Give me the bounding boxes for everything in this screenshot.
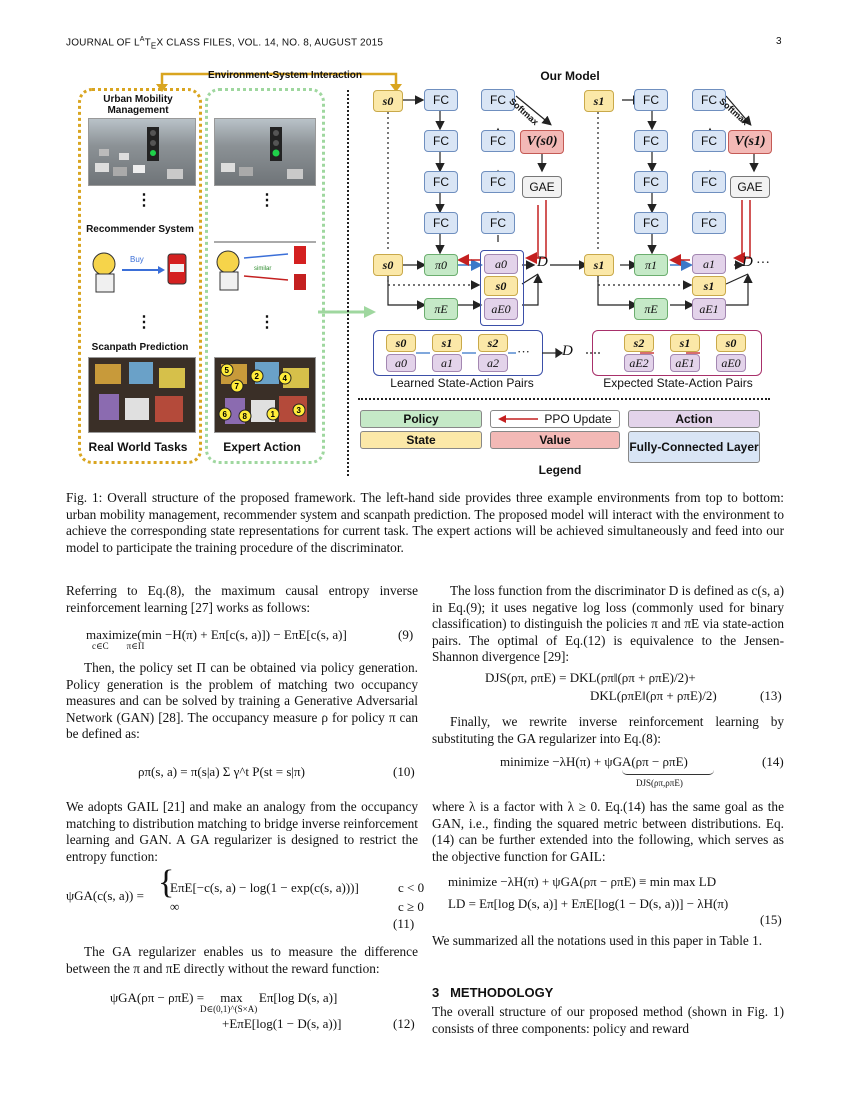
action-aE0: aE0	[484, 298, 518, 320]
our-model-title: Our Model	[540, 69, 600, 83]
legend-value: Value	[490, 431, 620, 449]
eq11-line1: EπE[−c(s, a) − log(1 − exp(c(s, a)))]	[170, 880, 359, 895]
eq11-brace: {	[158, 864, 175, 901]
gae-box: GAE	[730, 176, 770, 198]
discriminator-d1: D	[742, 254, 753, 270]
state-s0-top	[373, 90, 403, 112]
figure-1	[0, 0, 850, 480]
eq15-line2: LD = Eπ[log D(s, a)] + EπE[log(1 − D(s, a))] − λH(π)	[448, 896, 729, 911]
legend-ppo-text: PPO Update	[544, 412, 612, 426]
state-s1-pair: s1	[692, 276, 726, 296]
fc-layer: FC	[692, 212, 726, 234]
right-para-5: The overall structure of our proposed method (shown in Fig. 1) consists of three components: policy and reward	[432, 1004, 784, 1036]
legend-ppo	[490, 410, 620, 428]
svg-text:6: 6	[222, 410, 227, 419]
eq12-number: (12)	[393, 1016, 415, 1031]
left-para-2: Then, the policy set Π can be obtained via policy generation. Policy generation is the problem of matching two occupancy measures and can be solved by training a Generative Adversarial Network (GAN) [28]. The occupancy measure ρ for policy π can be defined as:	[66, 660, 418, 742]
urban-title: Urban Mobility Management	[103, 94, 173, 116]
policy-piE: πE	[634, 298, 668, 320]
legend-state: State	[360, 431, 482, 449]
pair-ellipsis: ···	[517, 344, 530, 359]
eq13-line1: DJS(ρπ, ρπE) = DKL(ρπ‖(ρπ + ρπE)/2)+	[485, 670, 696, 685]
scanpath-expert-photo	[214, 357, 316, 433]
policy-piE: πE	[424, 298, 458, 320]
gae-box: GAE	[522, 176, 562, 198]
traffic-photo-expert	[214, 118, 316, 186]
eq12-line1: ψGA(ρπ − ρπE) = max Eπ[log D(s, a)]	[110, 990, 338, 1005]
legend-title: Legend	[538, 463, 582, 477]
fc-layer: FC	[424, 89, 458, 111]
state-s1: s1	[584, 254, 614, 276]
pair-s1-expert: s1	[670, 334, 700, 352]
state-s0: s0	[373, 254, 403, 276]
state-s1-top: s1	[584, 90, 614, 112]
eq15-line1: minimize −λH(π) + ψGA(ρπ − ρπE) ≡ min max LD	[448, 874, 717, 889]
pair-s2-expert: s2	[624, 334, 654, 352]
pair-s2: s2	[478, 334, 508, 352]
legend-fc: Fully-Connected Layer	[628, 431, 760, 463]
policy-pi1: π1	[634, 254, 668, 276]
eq11-lhs: ψGA(c(s, a)) =	[66, 888, 144, 903]
eq11-cond2: c ≥ 0	[398, 899, 424, 914]
recommender-title: Recommender System	[86, 224, 194, 235]
eq9-sub: c∈C π∈Π	[92, 641, 145, 651]
value-v0: V(s0)	[520, 130, 564, 154]
eq12-line2: +EπE[log(1 − D(s, a))]	[222, 1016, 342, 1031]
eq9-number: (9)	[398, 627, 414, 642]
pair-s0: s0	[386, 334, 416, 352]
eq13-number: (13)	[760, 688, 782, 703]
section-heading	[432, 985, 553, 1000]
figure-caption: Fig. 1: Overall structure of the proposed framework. The left-hand side provides three example environments from top to bottom: urban mobility management, recommender system and scanpath prediction. The proposed model will interact with the environment to achieve the corresponding state representations for current task. The expert actions will be achieved simultaneously and feed into our model to participate the training procedure of the discriminator.	[66, 490, 784, 555]
section-number: 3	[432, 985, 440, 1000]
scanpath-photo	[88, 357, 196, 433]
legend-policy: Policy	[360, 410, 482, 428]
eq15-number: (15)	[760, 912, 782, 927]
pair-aE0: aE0	[716, 354, 746, 372]
right-para-3: where λ is a factor with λ ≥ 0. Eq.(14) has the same goal as the GAN, i.e., finding the squared metric between distributions. Eq.(14) can be further extended into the following, which serves as the objective function for GAIL:	[432, 799, 784, 864]
eq14: minimize −λH(π) + ψGA(ρπ − ρπE)	[500, 754, 688, 769]
fc-layer: FC	[634, 89, 668, 111]
eq14-underbrace	[622, 770, 714, 775]
env-interaction-label: Environment-System Interaction	[208, 70, 362, 81]
left-para-1: Referring to Eq.(8), the maximum causal entropy inverse reinforcement learning [27] works as follows:	[66, 583, 418, 615]
eq13-line2: DKL(ρπE‖(ρπ + ρπE)/2)	[590, 688, 717, 703]
discriminator-d0: D	[537, 254, 548, 270]
eq14-under-label: DJS(ρπ,ρπE)	[636, 778, 683, 788]
fc-layer: FC	[634, 171, 668, 193]
fc-layer: FC	[692, 89, 726, 111]
action-a1: a1	[692, 254, 726, 274]
eq9: maximize(min −H(π) + Eπ[c(s, a)]) − EπE[c(s, a)]	[86, 627, 347, 642]
fc-layer: FC	[692, 130, 726, 152]
dots-2: ⋮	[259, 192, 275, 209]
eq11-number: (11)	[393, 916, 415, 931]
right-para-1: The loss function from the discriminator D is defined as c(s, a) in Eq.(9); it uses negative log loss (commonly used for binary classification) to distinguish the policies π and πE via state-action pairs. The optimal of Eq.(12) is equivalence to the Jensen-Shannon divergence [29]:	[432, 583, 784, 665]
eq14-number: (14)	[762, 754, 784, 769]
value-v1: V(s1)	[728, 130, 772, 154]
left-para-4: The GA regularizer enables us to measure the difference between the π and πE directly without the reward function:	[66, 944, 418, 976]
fc-layer: FC	[634, 212, 668, 234]
svg-text:7: 7	[234, 382, 239, 391]
pair-a2: a2	[478, 354, 508, 372]
running-header: JOURNAL OF $L^AT_EX$ CLASS FILES, VOL. 14, NO. 8, AUGUST 2015	[66, 36, 384, 51]
ellipsis: ···	[756, 256, 770, 271]
state-s0-pair: s0	[484, 276, 518, 296]
scanpath-title: Scanpath Prediction	[91, 342, 189, 353]
eq11-cond1: c < 0	[398, 880, 425, 895]
discriminator-pairs: D	[562, 343, 573, 359]
buy-label: Buy	[130, 255, 144, 264]
recommender-expert-illustration	[214, 240, 316, 300]
fc-layer: FC	[424, 212, 458, 234]
svg-text:4: 4	[282, 374, 287, 383]
left-para-3: We adopts GAIL [21] and make an analogy from the occupancy matching to distribution matching to bridge inverse reinforcement learning and GAN. A GA regularizer is designed to restrict the entropy function:	[66, 799, 418, 864]
pair-aE1: aE1	[670, 354, 700, 372]
figure-divider	[347, 90, 349, 476]
eq11-line2: ∞	[170, 899, 180, 914]
pair-s0-expert: s0	[716, 334, 746, 352]
fc-layer: FC	[634, 130, 668, 152]
dots-1: ⋮	[136, 192, 152, 209]
page-number: 3	[776, 36, 782, 47]
svg-text:3: 3	[296, 406, 301, 415]
traffic-photo	[88, 118, 196, 186]
fc-layer: FC	[481, 212, 515, 234]
legend-action: Action	[628, 410, 760, 428]
fc-layer: FC	[481, 89, 515, 111]
eq10: ρπ(s, a) = π(s|a) Σ γ^t P(st = s|π)	[138, 764, 305, 779]
svg-text:similar: similar	[254, 266, 272, 272]
pair-a1: a1	[432, 354, 462, 372]
dots-4: ⋮	[259, 314, 275, 331]
policy-pi0: π0	[424, 254, 458, 276]
learned-pairs-label: Learned State-Action Pairs	[390, 376, 534, 390]
fc-layer: FC	[424, 171, 458, 193]
fc-layer: FC	[424, 130, 458, 152]
section-title: METHODOLOGY	[450, 985, 554, 1000]
right-para-4: We summarized all the notations used in this paper in Table 1.	[432, 933, 763, 948]
softmax-label: Softmax	[717, 96, 751, 128]
action-aE1: aE1	[692, 298, 726, 320]
pair-a0: a0	[386, 354, 416, 372]
eq10-number: (10)	[393, 764, 415, 779]
dots-3: ⋮	[136, 314, 152, 331]
right-para-2: Finally, we rewrite inverse reinforcement learning by substituting the GA regularizer into Eq.(8):	[432, 714, 784, 746]
pair-s1: s1	[432, 334, 462, 352]
fc-layer: FC	[481, 130, 515, 152]
red-arrow-icon	[498, 414, 538, 424]
svg-text:5: 5	[224, 366, 229, 375]
svg-text:1: 1	[270, 410, 275, 419]
recommender-illustration	[90, 242, 194, 298]
eq12-sub: D∈(0,1)^(S×A)	[200, 1004, 258, 1014]
expert-action-label: Expert Action	[223, 440, 301, 454]
expected-pairs-label: Expected State-Action Pairs	[603, 376, 753, 390]
legend-divider	[358, 398, 770, 400]
fc-layer: FC	[481, 171, 515, 193]
softmax-label: Softmax	[507, 96, 541, 128]
svg-text:8: 8	[242, 412, 247, 421]
real-world-label: Real World Tasks	[88, 440, 188, 454]
state-text: s0	[382, 93, 394, 108]
pair-aE2: aE2	[624, 354, 654, 372]
svg-text:2: 2	[254, 372, 259, 381]
action-a0: a0	[484, 254, 518, 274]
fc-layer: FC	[692, 171, 726, 193]
